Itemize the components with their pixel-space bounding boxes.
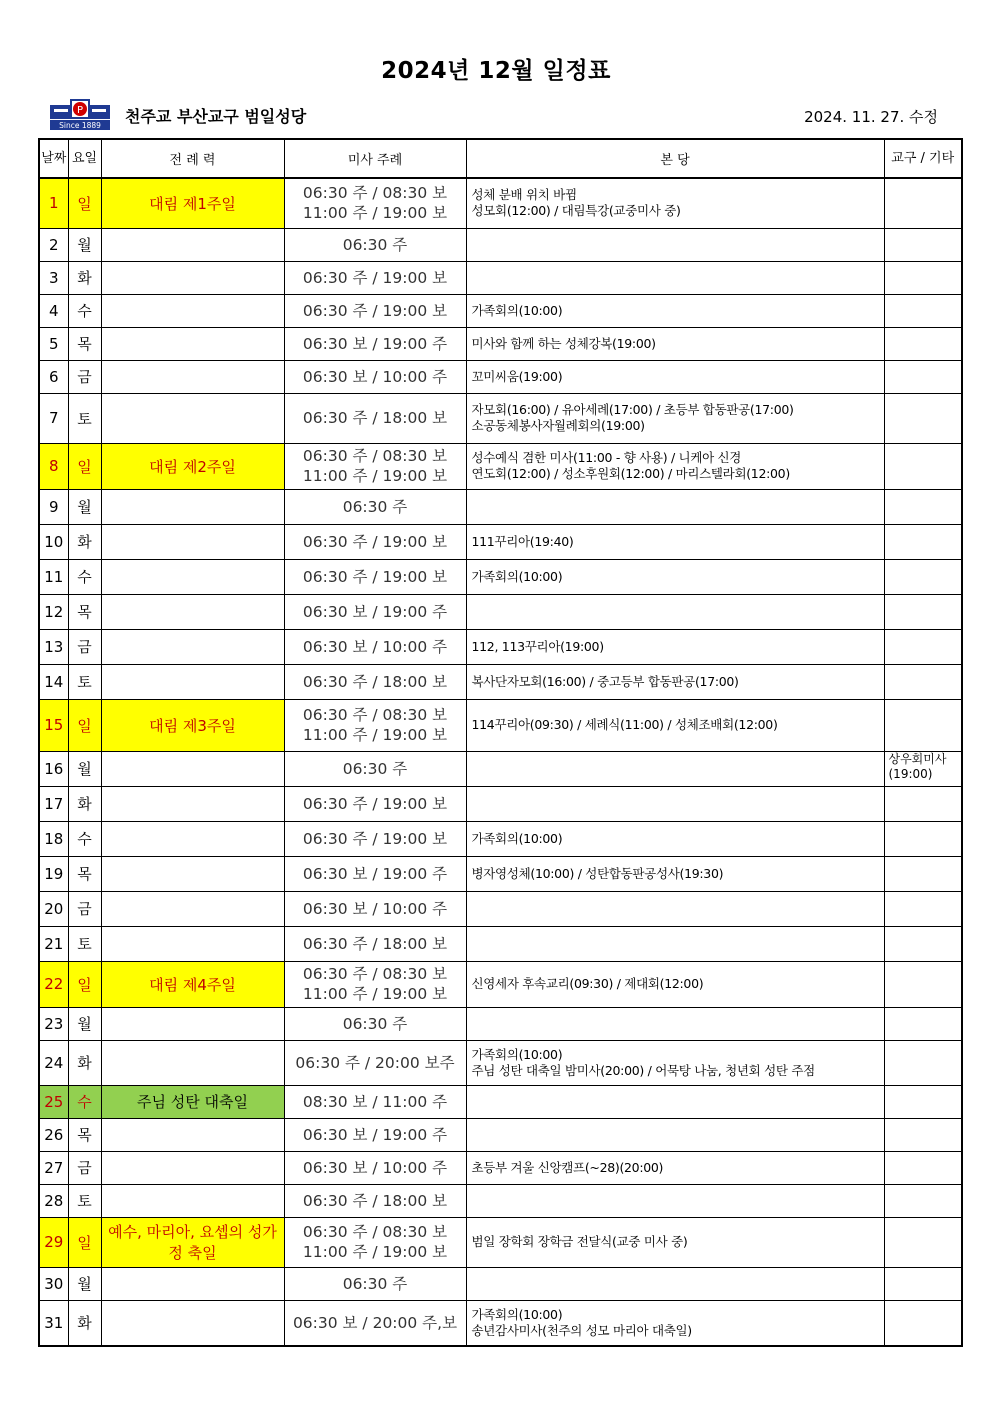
dow-cell: 수: [68, 1085, 101, 1118]
parish-event: 가족회의(10:00): [471, 302, 563, 318]
mass-line: 06:30 보 / 19:00 주: [302, 334, 448, 353]
dow-cell: 일: [68, 1217, 101, 1267]
parish-cell: [466, 961, 884, 1007]
parish-event: 꼬미씨움(19:00): [471, 368, 563, 384]
liturgical-cell: [101, 294, 284, 327]
liturgical-cell: [101, 228, 284, 261]
parish-event: 성모회(12:00) / 대림특강(교중미사 중): [471, 203, 681, 219]
date-cell: 7: [39, 393, 68, 443]
liturgical-cell: [101, 327, 284, 360]
dow-cell: 일: [68, 178, 101, 228]
date-cell: 18: [39, 821, 68, 856]
date-cell: 1: [39, 178, 68, 228]
date-cell: 16: [39, 751, 68, 786]
liturgical-cell: [101, 856, 284, 891]
diocese-cell: [884, 178, 962, 228]
mass-cell: [284, 699, 466, 751]
table-row: [39, 178, 962, 228]
parish-cell: [466, 891, 884, 926]
liturgical-cell: [101, 489, 284, 524]
diocese-cell: 상우회미사 (19:00): [884, 751, 962, 786]
dow-cell: 토: [68, 926, 101, 961]
liturgical-cell: [101, 393, 284, 443]
date-cell: 31: [39, 1300, 68, 1346]
dow-cell: 월: [68, 751, 101, 786]
mass-cell: [284, 1007, 466, 1040]
mass-line: 06:30 보 / 10:00 주: [302, 367, 448, 386]
dow-cell: 일: [68, 699, 101, 751]
date-cell: 22: [39, 961, 68, 1007]
mass-line: 06:30 주 / 08:30 보: [302, 1223, 448, 1241]
liturgical-cell: [101, 360, 284, 393]
page-title: 2024년 12월 일정표: [381, 58, 611, 84]
liturgical-cell: 대림 제4주일: [101, 961, 284, 1007]
dow-cell: 토: [68, 393, 101, 443]
liturgical-cell: 대림 제2주일: [101, 443, 284, 489]
mass-cell: [284, 786, 466, 821]
liturgical-cell: [101, 891, 284, 926]
parish-event: 송년감사미사(천주의 성모 마리아 대축일): [471, 1322, 692, 1338]
date-cell: 25: [39, 1085, 68, 1118]
diocese-cell: [884, 360, 962, 393]
mass-line: 06:30 주 / 08:30 보: [302, 184, 448, 203]
diocese-cell: [884, 489, 962, 524]
table-row: [39, 228, 962, 261]
mass-line: 11:00 주 / 19:00 보: [302, 467, 448, 485]
liturgical-cell: [101, 1118, 284, 1151]
table-row: [39, 1184, 962, 1217]
table-row: [39, 443, 962, 489]
parish-cell: [466, 178, 884, 228]
date-cell: 29: [39, 1217, 68, 1267]
mass-cell: [284, 443, 466, 489]
mass-cell: [284, 327, 466, 360]
dow-cell: 목: [68, 327, 101, 360]
table-row: [39, 926, 962, 961]
dow-cell: 월: [68, 1267, 101, 1300]
dow-cell: 금: [68, 629, 101, 664]
date-cell: 21: [39, 926, 68, 961]
mass-line: 06:30 주 / 20:00 보주: [295, 1053, 455, 1072]
diocese-cell: [884, 664, 962, 699]
header-date: 날짜: [39, 139, 68, 178]
mass-line: 06:30 주 / 19:00 보: [302, 301, 448, 320]
liturgical-cell: 대림 제3주일: [101, 699, 284, 751]
table-row: [39, 1118, 962, 1151]
date-cell: 20: [39, 891, 68, 926]
header-mass: 미사 주례: [284, 139, 466, 178]
mass-cell: [284, 961, 466, 1007]
church-logo: [48, 95, 112, 131]
mass-cell: [284, 629, 466, 664]
table-row: [39, 1267, 962, 1300]
dow-cell: 수: [68, 294, 101, 327]
parish-event: 성체 분배 위치 바뀜: [471, 187, 577, 203]
parish-cell: [466, 559, 884, 594]
table-row: [39, 489, 962, 524]
parish-cell: [466, 1085, 884, 1118]
table-row: [39, 1300, 962, 1346]
mass-cell: [284, 1184, 466, 1217]
parish-event: 복사단자모회(16:00) / 중고등부 합동판공(17:00): [471, 673, 739, 689]
date-cell: 26: [39, 1118, 68, 1151]
mass-line: 06:30 주: [342, 759, 408, 778]
date-cell: 27: [39, 1151, 68, 1184]
mass-cell: [284, 751, 466, 786]
parish-cell: [466, 1040, 884, 1085]
diocese-cell: [884, 786, 962, 821]
diocese-cell: [884, 228, 962, 261]
liturgical-cell: [101, 594, 284, 629]
diocese-cell: [884, 1085, 962, 1118]
mass-cell: [284, 294, 466, 327]
parish-cell: [466, 664, 884, 699]
date-cell: 17: [39, 786, 68, 821]
table-row: [39, 393, 962, 443]
diocese-cell: [884, 443, 962, 489]
parish-cell: [466, 594, 884, 629]
mass-line: 08:30 보 / 11:00 주: [302, 1092, 448, 1111]
parish-event: 소공동체봉사자월례회의(19:00): [471, 418, 645, 433]
date-cell: 8: [39, 443, 68, 489]
parish-event: 114꾸리아(09:30) / 세례식(11:00) / 성체조배회(12:00): [471, 717, 778, 732]
diocese-cell: [884, 261, 962, 294]
date-cell: 2: [39, 228, 68, 261]
mass-cell: [284, 1151, 466, 1184]
table-row: [39, 664, 962, 699]
dow-cell: 화: [68, 786, 101, 821]
table-row: [39, 856, 962, 891]
table-row: [39, 1007, 962, 1040]
date-cell: 12: [39, 594, 68, 629]
date-cell: 13: [39, 629, 68, 664]
dow-cell: 월: [68, 228, 101, 261]
diocese-cell: [884, 1007, 962, 1040]
mass-line: 06:30 주 / 18:00 보: [302, 672, 448, 691]
parish-event: 초등부 겨울 신앙캠프(~28)(20:00): [471, 1159, 664, 1175]
mass-line: 06:30 보 / 10:00 주: [302, 1158, 448, 1177]
liturgical-cell: [101, 1267, 284, 1300]
mass-cell: [284, 1217, 466, 1267]
dow-cell: 금: [68, 891, 101, 926]
parish-cell: [466, 1184, 884, 1217]
diocese-cell: [884, 1040, 962, 1085]
parish-cell: [466, 1007, 884, 1040]
liturgical-cell: 예수, 마리아, 요셉의 성가정 축일: [101, 1217, 284, 1267]
table-row: [39, 786, 962, 821]
diocese-cell: [884, 559, 962, 594]
table-row: [39, 891, 962, 926]
table-row: [39, 559, 962, 594]
date-cell: 6: [39, 360, 68, 393]
mass-line: 06:30 주 / 19:00 보: [302, 268, 448, 287]
mass-cell: [284, 594, 466, 629]
mass-cell: [284, 393, 466, 443]
mass-cell: [284, 856, 466, 891]
mass-line: 06:30 주 / 19:00 보: [302, 794, 448, 813]
parish-event: 112, 113꾸리아(19:00): [471, 638, 604, 654]
liturgical-cell: [101, 1007, 284, 1040]
table-row: [39, 1085, 962, 1118]
mass-line: 06:30 주 / 18:00 보: [302, 409, 448, 427]
date-cell: 28: [39, 1184, 68, 1217]
liturgical-cell: [101, 664, 284, 699]
parish-event: 병자영성체(10:00) / 성탄합동판공성사(19:30): [471, 865, 724, 881]
mass-cell: [284, 360, 466, 393]
mass-line: 06:30 주 / 18:00 보: [302, 1191, 448, 1210]
parish-event: 미사와 함께 하는 성체강복(19:00): [471, 335, 656, 351]
mass-cell: [284, 261, 466, 294]
dow-cell: 금: [68, 360, 101, 393]
liturgical-cell: 주님 성탄 대축일: [101, 1085, 284, 1118]
table-row: [39, 1217, 962, 1267]
table-row: [39, 524, 962, 559]
date-cell: 11: [39, 559, 68, 594]
liturgical-cell: [101, 926, 284, 961]
diocese-cell: [884, 524, 962, 559]
diocese-cell: [884, 699, 962, 751]
mass-line: 06:30 주: [342, 235, 408, 254]
date-cell: 24: [39, 1040, 68, 1085]
parish-cell: [466, 629, 884, 664]
parish-cell: [466, 786, 884, 821]
parish-cell: [466, 261, 884, 294]
mass-line: 11:00 주 / 19:00 보: [302, 204, 448, 223]
dow-cell: 목: [68, 856, 101, 891]
mass-line: 06:30 주 / 08:30 보: [302, 965, 448, 983]
parish-cell: [466, 1217, 884, 1267]
parish-event: 가족회의(10:00): [471, 1046, 563, 1062]
date-cell: 23: [39, 1007, 68, 1040]
mass-line: 06:30 보 / 19:00 주: [302, 602, 448, 621]
dow-cell: 화: [68, 261, 101, 294]
header-parish: 본 당: [466, 139, 884, 178]
table-row: [39, 327, 962, 360]
dow-cell: 토: [68, 664, 101, 699]
parish-cell: [466, 1118, 884, 1151]
mass-line: 06:30 보 / 19:00 주: [302, 864, 448, 883]
date-cell: 15: [39, 699, 68, 751]
liturgical-cell: [101, 1151, 284, 1184]
diocese-cell: [884, 1151, 962, 1184]
table-row: [39, 699, 962, 751]
liturgical-cell: [101, 1300, 284, 1346]
parish-cell: [466, 926, 884, 961]
table-row: [39, 1040, 962, 1085]
parish-event: 가족회의(10:00): [471, 830, 563, 846]
dow-cell: 화: [68, 524, 101, 559]
diocese-cell: [884, 1217, 962, 1267]
mass-cell: [284, 524, 466, 559]
date-cell: 5: [39, 327, 68, 360]
diocese-cell: [884, 926, 962, 961]
mass-line: 06:30 보 / 10:00 주: [302, 637, 448, 656]
mass-line: 06:30 주 / 08:30 보: [302, 706, 448, 724]
liturgical-cell: [101, 261, 284, 294]
table-row: [39, 1151, 962, 1184]
diocese-cell: [884, 294, 962, 327]
mass-line: 06:30 주 / 19:00 보: [302, 567, 448, 586]
mass-cell: [284, 1118, 466, 1151]
date-cell: 3: [39, 261, 68, 294]
mass-line: 06:30 보 / 19:00 주: [302, 1125, 448, 1144]
mass-cell: [284, 1300, 466, 1346]
mass-cell: [284, 178, 466, 228]
dow-cell: 일: [68, 961, 101, 1007]
parish-cell: [466, 1300, 884, 1346]
dow-cell: 수: [68, 821, 101, 856]
parish-cell: [466, 821, 884, 856]
diocese-cell: [884, 594, 962, 629]
mass-line: 06:30 보 / 10:00 주: [302, 899, 448, 918]
dow-cell: 화: [68, 1040, 101, 1085]
table-row: [39, 629, 962, 664]
parish-cell: [466, 489, 884, 524]
diocese-cell: [884, 327, 962, 360]
diocese-cell: [884, 961, 962, 1007]
mass-line: 06:30 주 / 19:00 보: [302, 532, 448, 551]
liturgical-cell: [101, 629, 284, 664]
diocese-cell: [884, 629, 962, 664]
mass-line: 06:30 주 / 18:00 보: [302, 934, 448, 953]
dow-cell: 목: [68, 594, 101, 629]
date-cell: 10: [39, 524, 68, 559]
diocese-cell: [884, 821, 962, 856]
liturgical-cell: 대림 제1주일: [101, 178, 284, 228]
header-diocese: 교구 / 기타: [884, 139, 962, 178]
mass-line: 06:30 주 / 08:30 보: [302, 447, 448, 465]
mass-cell: [284, 1085, 466, 1118]
dow-cell: 월: [68, 1007, 101, 1040]
schedule-table: [38, 138, 963, 1347]
dow-cell: 수: [68, 559, 101, 594]
diocese-cell: [884, 891, 962, 926]
parish-event: 범일 장학회 장학금 전달식(교중 미사 중): [471, 1234, 688, 1249]
parish-cell: [466, 699, 884, 751]
parish-event: 111꾸리아(19:40): [471, 533, 574, 549]
liturgical-cell: [101, 751, 284, 786]
date-cell: 9: [39, 489, 68, 524]
diocese-cell: [884, 1184, 962, 1217]
table-row: [39, 821, 962, 856]
church-name: 천주교 부산교구 범일성당: [125, 107, 307, 126]
diocese-cell: [884, 1267, 962, 1300]
parish-event: 가족회의(10:00): [471, 1306, 563, 1322]
table-row: [39, 360, 962, 393]
parish-event: 주님 성탄 대축일 밤미사(20:00) / 어묵탕 나눔, 청년회 성탄 주점: [471, 1062, 815, 1078]
liturgical-cell: [101, 559, 284, 594]
parish-cell: [466, 751, 884, 786]
parish-event: 연도회(12:00) / 성소후원회(12:00) / 마리스텔라회(12:00): [471, 466, 790, 481]
diocese-cell: [884, 856, 962, 891]
liturgical-cell: [101, 524, 284, 559]
table-row: [39, 261, 962, 294]
mass-cell: [284, 664, 466, 699]
mass-cell: [284, 559, 466, 594]
date-cell: 30: [39, 1267, 68, 1300]
diocese-cell: [884, 1118, 962, 1151]
parish-cell: [466, 360, 884, 393]
mass-cell: [284, 489, 466, 524]
mass-line: 06:30 주: [342, 1014, 408, 1033]
mass-cell: [284, 891, 466, 926]
dow-cell: 목: [68, 1118, 101, 1151]
liturgical-cell: [101, 1184, 284, 1217]
parish-cell: [466, 228, 884, 261]
parish-event: 가족회의(10:00): [471, 568, 563, 584]
parish-event: 자모회(16:00) / 유아세례(17:00) / 초등부 합동판공(17:00): [471, 402, 794, 417]
dow-cell: 금: [68, 1151, 101, 1184]
mass-line: 06:30 주: [342, 497, 408, 516]
liturgical-cell: [101, 1040, 284, 1085]
mass-cell: [284, 926, 466, 961]
mass-cell: [284, 228, 466, 261]
header-row: [39, 139, 962, 178]
dow-cell: 화: [68, 1300, 101, 1346]
revision-date: 2024. 11. 27. 수정: [804, 108, 938, 126]
dow-cell: 월: [68, 489, 101, 524]
mass-cell: [284, 1267, 466, 1300]
header-liturgical: 전 례 력: [101, 139, 284, 178]
table-row: [39, 751, 962, 786]
logo-text: Since 1889: [59, 121, 101, 130]
table-row: [39, 594, 962, 629]
table-row: [39, 294, 962, 327]
parish-cell: [466, 327, 884, 360]
header-dow: 요일: [68, 139, 101, 178]
mass-line: 06:30 주: [342, 1274, 408, 1293]
liturgical-cell: [101, 821, 284, 856]
parish-cell: [466, 294, 884, 327]
parish-cell: [466, 856, 884, 891]
parish-cell: [466, 524, 884, 559]
svg-text:P: P: [76, 105, 84, 116]
parish-event: 성수예식 겸한 미사(11:00 - 향 사용) / 니케아 신경: [471, 450, 742, 465]
mass-line: 11:00 주 / 19:00 보: [302, 726, 448, 744]
mass-cell: [284, 821, 466, 856]
dow-cell: 일: [68, 443, 101, 489]
date-cell: 14: [39, 664, 68, 699]
table-row: [39, 961, 962, 1007]
liturgical-cell: [101, 786, 284, 821]
mass-line: 06:30 주 / 19:00 보: [302, 829, 448, 848]
parish-cell: [466, 1151, 884, 1184]
dow-cell: 토: [68, 1184, 101, 1217]
mass-line: 11:00 주 / 19:00 보: [302, 1243, 448, 1261]
diocese-cell: [884, 1300, 962, 1346]
mass-line: 06:30 보 / 20:00 주,보: [292, 1313, 458, 1332]
date-cell: 4: [39, 294, 68, 327]
diocese-cell: [884, 393, 962, 443]
parish-cell: [466, 1267, 884, 1300]
mass-line: 11:00 주 / 19:00 보: [302, 985, 448, 1003]
date-cell: 19: [39, 856, 68, 891]
parish-event: 신영세자 후속교리(09:30) / 제대회(12:00): [471, 976, 704, 991]
parish-cell: [466, 443, 884, 489]
mass-cell: [284, 1040, 466, 1085]
parish-cell: [466, 393, 884, 443]
